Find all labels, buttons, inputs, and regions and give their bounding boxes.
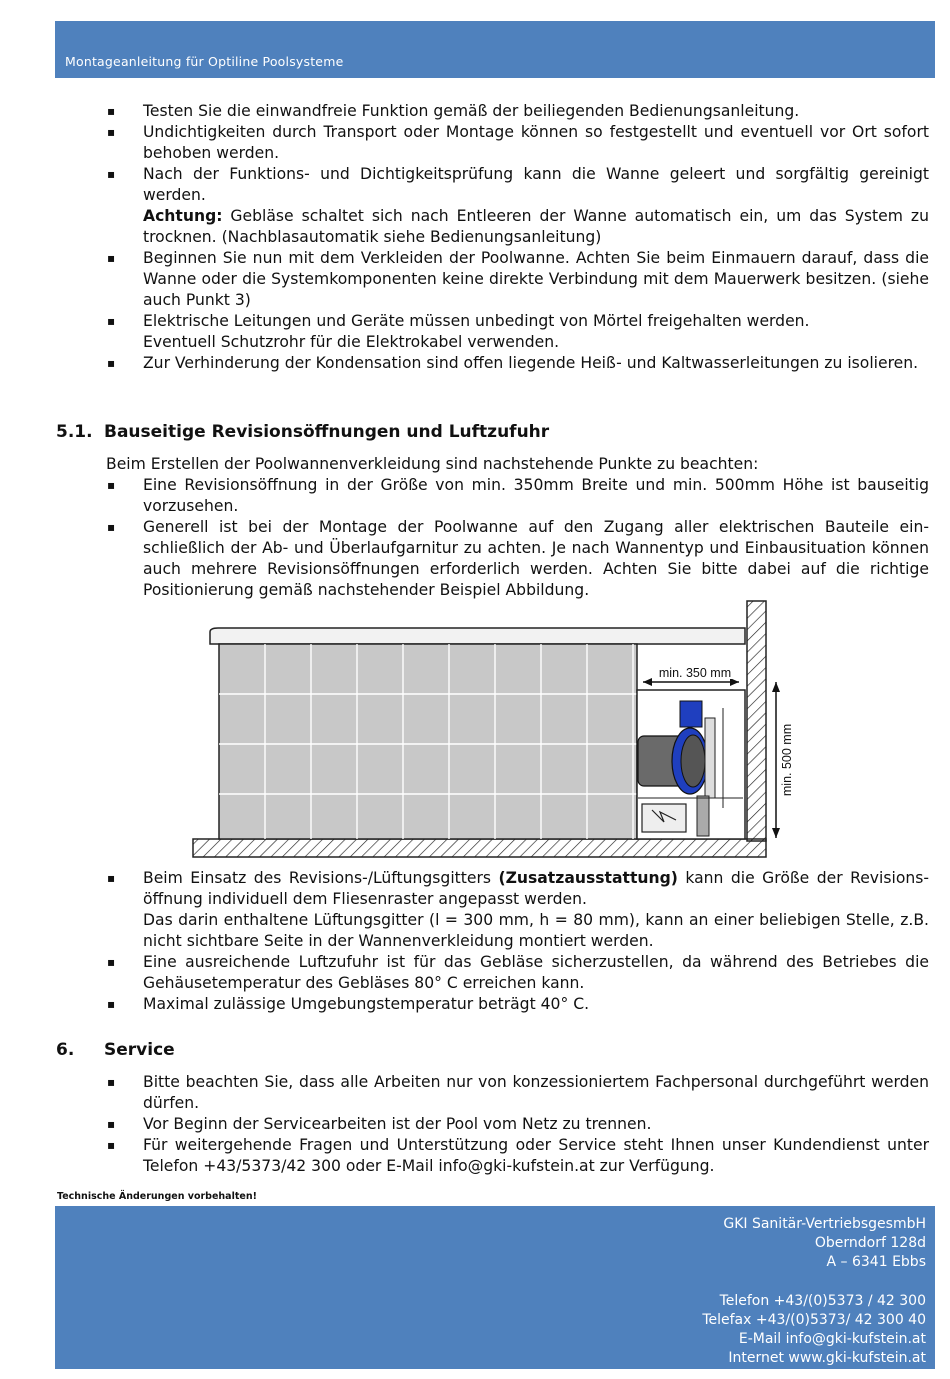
website-address: Internet www.gki-kufstein.at [728,1350,926,1367]
list-item-text: Eventuell Schutzrohr für die Elektrokabel verwenden. [143,333,560,351]
list-item [0,248,950,311]
warning-note [143,206,929,248]
list-item-text: Undichtigkeiten durch Transport oder Montage können so festgestellt und eventuell vor Ort sofort behoben werden. [143,123,929,162]
height-label: min. 500 mm [780,723,794,797]
list-item-text: Eine Revisionsöffnung in der Größe von min. 350mm Breite und min. 500mm Höhe ist bauseitig vorzusehen. [143,476,929,515]
section-number: 6. [56,1040,75,1060]
list-item-text: Eine ausreichende Luftzufuhr ist für das Gebläse sicherzustellen, da während des Betriebes die Gehäusetemperatur des Gebläses 80° C erreichen kann. [143,953,929,992]
bullet-icon: ▪ [107,520,116,534]
list-item [0,517,950,601]
section-5-1-list-after [0,868,950,1015]
street-address: Oberndorf 128d [814,1235,926,1252]
footer-bar [55,1206,935,1369]
list-item-text: Beginnen Sie nun mit dem Verkleiden der Poolwanne. Achten Sie beim Einmauern darauf, dass die Wanne oder die Systemkomponenten keine direkte Verbindung mit dem Mauerwerk besitzen. (siehe auch Punkt 3) [143,249,929,309]
bullet-icon: ▪ [107,356,116,370]
bullet-icon: ▪ [107,125,116,139]
bullet-icon: ▪ [107,997,116,1011]
list-item-text: Testen Sie die einwandfreie Funktion gemäß der beiliegenden Bedienungsanleitung. [143,102,800,120]
list-item [0,868,950,952]
email-address: E-Mail info@gki-kufstein.at [738,1331,926,1348]
list-item [0,1072,950,1114]
bullet-icon: ▪ [107,478,116,492]
list-item [0,952,950,994]
list-item-text: Zur Verhinderung der Kondensation sind offen liegende Heiß- und Kaltwasserleitungen zu isolieren. [143,354,919,372]
list-item-text: Generell ist bei der Montage der Poolwanne auf den Zugang aller elektrischen Bauteile ein-schließlich der Ab- und Überlaufgarnitur zu achten. Je nach Wannentyp und Einbausituation können auch mehrere Revisionsöffnungen erforderlich werden. Achten Sie bitte dabei auf die richtige Positionierung gemäß nachstehender Beispiel Abbildung. [143,518,929,599]
warning-label: Achtung: [143,207,223,225]
bullet-icon: ▪ [107,955,116,969]
company-name: GKI Sanitär-VertriebsgesmbH [723,1216,926,1232]
list-item [0,164,950,248]
revision-opening-diagram [190,598,794,860]
list-item [0,1135,950,1177]
list-item [0,1114,950,1135]
section-5-1-list [0,475,950,601]
bullet-icon: ▪ [107,251,116,265]
side-wall [747,601,766,841]
bullet-icon: ▪ [107,1075,116,1089]
floor-slab [193,839,766,857]
list-item [0,101,950,122]
section-title: Bauseitige Revisionsöffnungen und Luftzufuhr [104,422,550,442]
list-item-text: Bitte beachten Sie, dass alle Arbeiten nur von konzessioniertem Fachpersonal durchgeführt werden dürfen. [143,1073,929,1112]
height-dimension [772,682,780,838]
warning-text: Gebläse schaltet sich nach Entleeren der Wanne automatisch ein, um das System zu trocknen. (Nachblasautomatik siehe Bedienungsanleitung) [143,207,929,246]
list-item-extra: Das darin enthaltene Lüftungsgitter (l = 300 mm, h = 80 mm), kann an einer beliebigen Stelle, z.B. nicht sichtbare Seite in der Wannenverkleidung montiert werden. [143,911,929,950]
width-label: min. 350 mm [658,666,732,680]
bullet-icon: ▪ [107,314,116,328]
phone-number: Telefon +43/(0)5373 / 42 300 [719,1292,926,1309]
bullet-icon: ▪ [107,1138,116,1152]
list-item-text: Nach der Funktions- und Dichtigkeitsprüfung kann die Wanne geleert und sorgfältig gereinigt werden. [143,165,929,204]
list-item-text: Für weitergehende Fragen und Unterstützung oder Service steht Ihnen unser Kundendienst unter Telefon +43/5373/42 300 oder E-Mail info@gki-kufstein.at zur Verfügung. [143,1136,929,1175]
list-item-text: Elektrische Leitungen und Geräte müssen unbedingt von Mörtel freigehalten werden. [143,312,810,330]
list-item [0,994,950,1015]
fax-number: Telefax +43/(0)5373/ 42 300 40 [702,1312,926,1328]
list-item-text: Vor Beginn der Servicearbeiten ist der Pool vom Netz zu trennen. [143,1115,652,1133]
list-item [0,353,950,374]
emphasis: (Zusatzausstattung) [498,869,678,887]
section-intro: Beim Erstellen der Poolwannenverkleidung sind nachstehende Punkte zu beachten: [106,455,759,473]
bullet-icon: ▪ [107,104,116,118]
bullet-icon: ▪ [107,167,116,181]
section-title: Service [104,1040,175,1060]
list-item-text: Maximal zulässige Umgebungstemperatur beträgt 40° C. [143,995,590,1013]
section-number: 5.1. [56,422,93,442]
header-bar [55,21,935,78]
company-address-block [702,1215,926,1369]
disclaimer-note: Technische Änderungen vorbehalten! [57,1191,257,1202]
list-item [0,475,950,517]
top-bullet-list [0,101,950,374]
list-item [0,122,950,164]
section-6-list [0,1072,950,1177]
tile-cladding [219,644,637,839]
bullet-icon: ▪ [107,871,116,885]
list-item [0,311,950,353]
bullet-icon: ▪ [107,1117,116,1131]
tub-rim [210,628,745,644]
header-title: Montageanleitung für Optiline Poolsysteme [65,54,344,69]
list-item-text: Beim Einsatz des Revisions-/Lüftungsgitters (Zusatzausstattung) kann die Größe der Revisions-öffnung individuell dem Fliesenraster angepasst werden. [143,869,929,908]
city-address: A – 6341 Ebbs [826,1254,926,1271]
